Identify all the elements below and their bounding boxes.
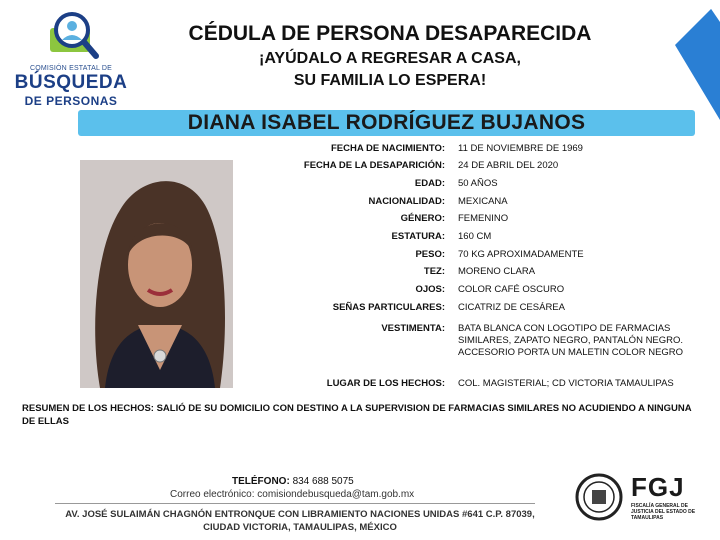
detail-label: VESTIMENTA: xyxy=(381,323,445,334)
poster-heading xyxy=(140,20,640,92)
detail-label: LUGAR DE LOS HECHOS: xyxy=(326,378,445,389)
detail-label: FECHA DE NACIMIENTO: xyxy=(331,143,445,154)
footer-divider xyxy=(55,503,535,504)
detail-value: 70 KG APROXIMADAMENTE xyxy=(458,249,584,260)
detail-value: 50 AÑOS xyxy=(458,178,498,189)
phone-label: TELÉFONO: xyxy=(232,476,290,487)
detail-value: MEXICANA xyxy=(458,196,508,207)
detail-label: SEÑAS PARTICULARES: xyxy=(332,302,445,313)
logo-line-1: COMISIÓN ESTATAL DE xyxy=(29,65,113,72)
logo-line-2: BÚSQUEDA xyxy=(14,72,128,93)
detail-label: NACIONALIDAD: xyxy=(368,196,445,207)
name-banner xyxy=(78,110,695,136)
phone-number: 834 688 5075 xyxy=(292,476,354,487)
detail-label: PESO: xyxy=(415,249,445,260)
fgj-title: FGJ xyxy=(631,472,685,502)
person-name: DIANA ISABEL RODRÍGUEZ BUJANOS xyxy=(187,111,586,134)
detail-value: 11 DE NOVIEMBRE DE 1969 xyxy=(458,143,583,154)
address-line-2: CIUDAD VICTORIA, TAMAULIPAS, MÉXICO xyxy=(203,522,397,533)
fgj-seal-icon xyxy=(575,473,623,521)
fgj-subtitle: FISCALÍA GENERAL DE JUSTICIA DEL ESTADO DE TAMAULIPAS xyxy=(631,503,696,521)
address xyxy=(40,508,560,534)
detail-value: 24 DE ABRIL DEL 2020 xyxy=(458,160,559,171)
detail-label: FECHA DE LA DESAPARICIÓN: xyxy=(303,160,445,171)
detail-value: FEMENINO xyxy=(458,213,509,224)
detail-value: 160 CM xyxy=(458,231,492,242)
address-line-1: AV. JOSÉ SULAIMÁN CHAGNÓN ENTRONQUE CON LIBRAMIENTO NACIONES UNIDAS #641 C.P. 87039, xyxy=(65,509,535,520)
detail-value: COLOR CAFÉ OSCURO xyxy=(458,284,565,295)
logo-line-3: DE PERSONAS xyxy=(24,94,118,108)
search-commission-logo xyxy=(12,12,130,108)
corner-decoration xyxy=(675,0,720,120)
detail-label: GÉNERO: xyxy=(400,213,445,224)
magnifier-person-icon xyxy=(48,12,100,62)
detail-label: TEZ: xyxy=(423,266,445,277)
detail-value: COL. MAGISTERIAL; CD VICTORIA TAMAULIPAS xyxy=(458,378,674,389)
detail-label: ESTATURA: xyxy=(391,231,445,242)
facts-summary: RESUMEN DE LOS HECHOS: SALIÓ DE SU DOMICILIO CON DESTINO A LA SUPERVISION DE FARMACIAS SIMILARES NO ACUDIENDO A NINGUNA DE ELLAS xyxy=(22,403,692,427)
detail-value: MORENO CLARA xyxy=(458,266,536,277)
contact-info xyxy=(170,475,450,501)
email-label: Correo electrónico: xyxy=(170,489,255,500)
detail-value: BATA BLANCA CON LOGOTIPO DE FARMACIAS SIMILARES, ZAPATO NEGRO, PANTALÓN NEGRO. ACCESORIO PORTA UN MALETIN COLOR NEGRO xyxy=(458,323,684,358)
email-address: comisiondebusqueda@tam.gob.mx xyxy=(257,489,415,500)
page-title: CÉDULA DE PERSONA DESAPARECIDA xyxy=(188,22,592,45)
detail-label: OJOS: xyxy=(415,284,445,295)
detail-value: CICATRIZ DE CESÁREA xyxy=(458,302,565,313)
person-photo xyxy=(80,160,233,388)
detail-label: EDAD: xyxy=(414,178,445,189)
heading-line-3: SU FAMILIA LO ESPERA! xyxy=(293,72,487,89)
heading-line-2: ¡AYÚDALO A REGRESAR A CASA, xyxy=(259,50,521,67)
fgj-logo xyxy=(575,473,705,525)
